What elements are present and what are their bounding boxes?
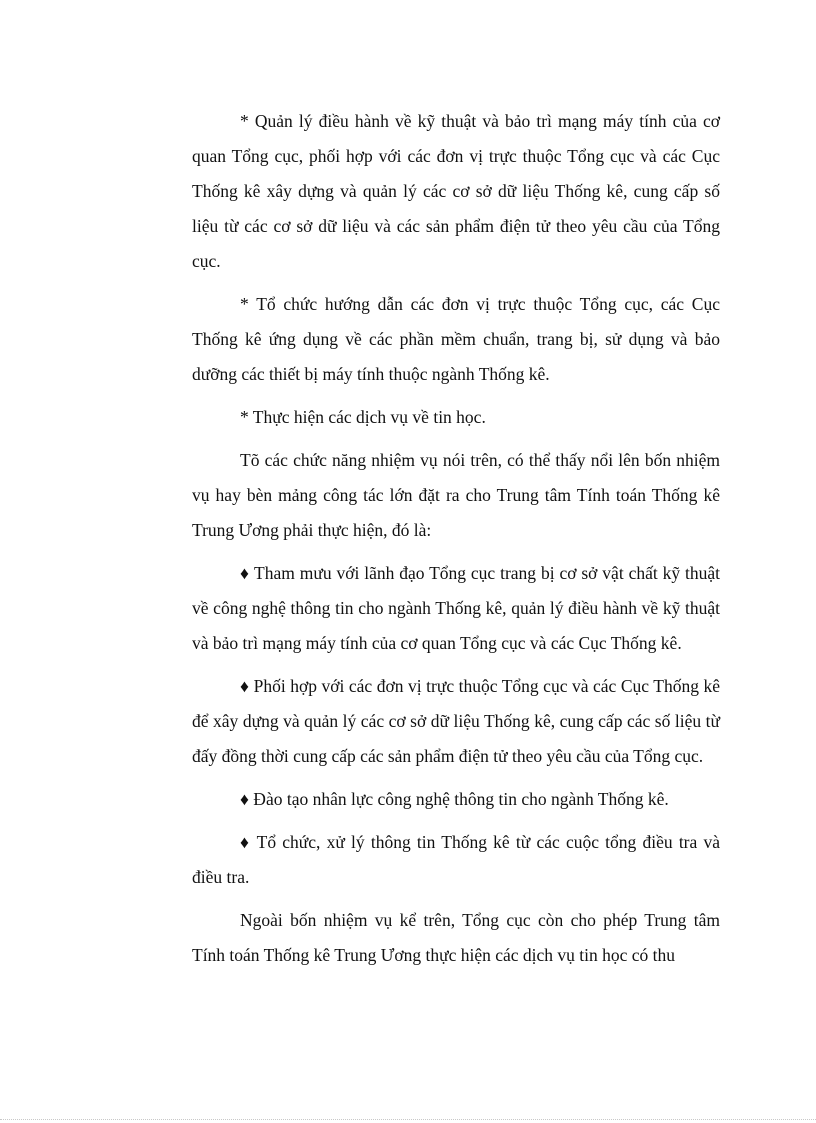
document-page (192, 104, 720, 981)
paragraph-bullet-training: ♦ Đào tạo nhân lực công nghệ thông tin cho ngành Thống kê. (240, 789, 669, 809)
paragraph-additional-services: Ngoài bốn nhiệm vụ kể trên, Tổng cục còn cho phép Trung tâm Tính toán Thống kê Trung Ương thực hiện các dịch vụ tin học có thu (192, 910, 720, 965)
paragraph-bullet-advisory: ♦ Tham mưu với lãnh đạo Tổng cục trang bị cơ sở vật chất kỹ thuật về công nghệ thông tin cho ngành Thống kê, quản lý điều hành về kỹ thuật và bảo trì mạng máy tính của cơ quan Tổng cục và các Cục Thống kê. (192, 563, 720, 653)
paragraph-summary-four-tasks: Tõ các chức năng nhiệm vụ nói trên, có thể thấy nổi lên bốn nhiệm vụ hay bèn mảng công tác lớn đặt ra cho Trung tâm Tính toán Thống kê Trung Ương phải thực hiện, đó là: (192, 450, 720, 540)
paragraph-bullet-processing: ♦ Tổ chức, xử lý thông tin Thống kê từ các cuộc tổng điều tra và điều tra. (192, 832, 720, 887)
paragraph-task-software-guidance: * Tổ chức hướng dẫn các đơn vị trực thuộc Tổng cục, các Cục Thống kê ứng dụng về các phần mềm chuẩn, trang bị, sử dụng và bảo dưỡng các thiết bị máy tính thuộc ngành Thống kê. (192, 294, 720, 384)
paragraph-task-it-services: * Thực hiện các dịch vụ về tin học. (240, 407, 486, 427)
paragraph-bullet-database: ♦ Phối hợp với các đơn vị trực thuộc Tổng cục và các Cục Thống kê để xây dựng và quản lý các cơ sở dữ liệu Thống kê, cung cấp các số liệu từ đấy đồng thời cung cấp các sản phẩm điện tử theo yêu cầu của Tổng cục. (192, 676, 720, 766)
paragraph-task-network-management: * Quản lý điều hành về kỹ thuật và bảo trì mạng máy tính của cơ quan Tổng cục, phối hợp với các đơn vị trực thuộc Tổng cục và các Cục Thống kê xây dựng và quản lý các cơ sở dữ liệu Thống kê, cung cấp số liệu từ các cơ sở dữ liệu và các sản phẩm điện tử theo yêu cầu của Tổng cục. (192, 111, 720, 271)
page-bottom-divider (0, 1119, 816, 1120)
